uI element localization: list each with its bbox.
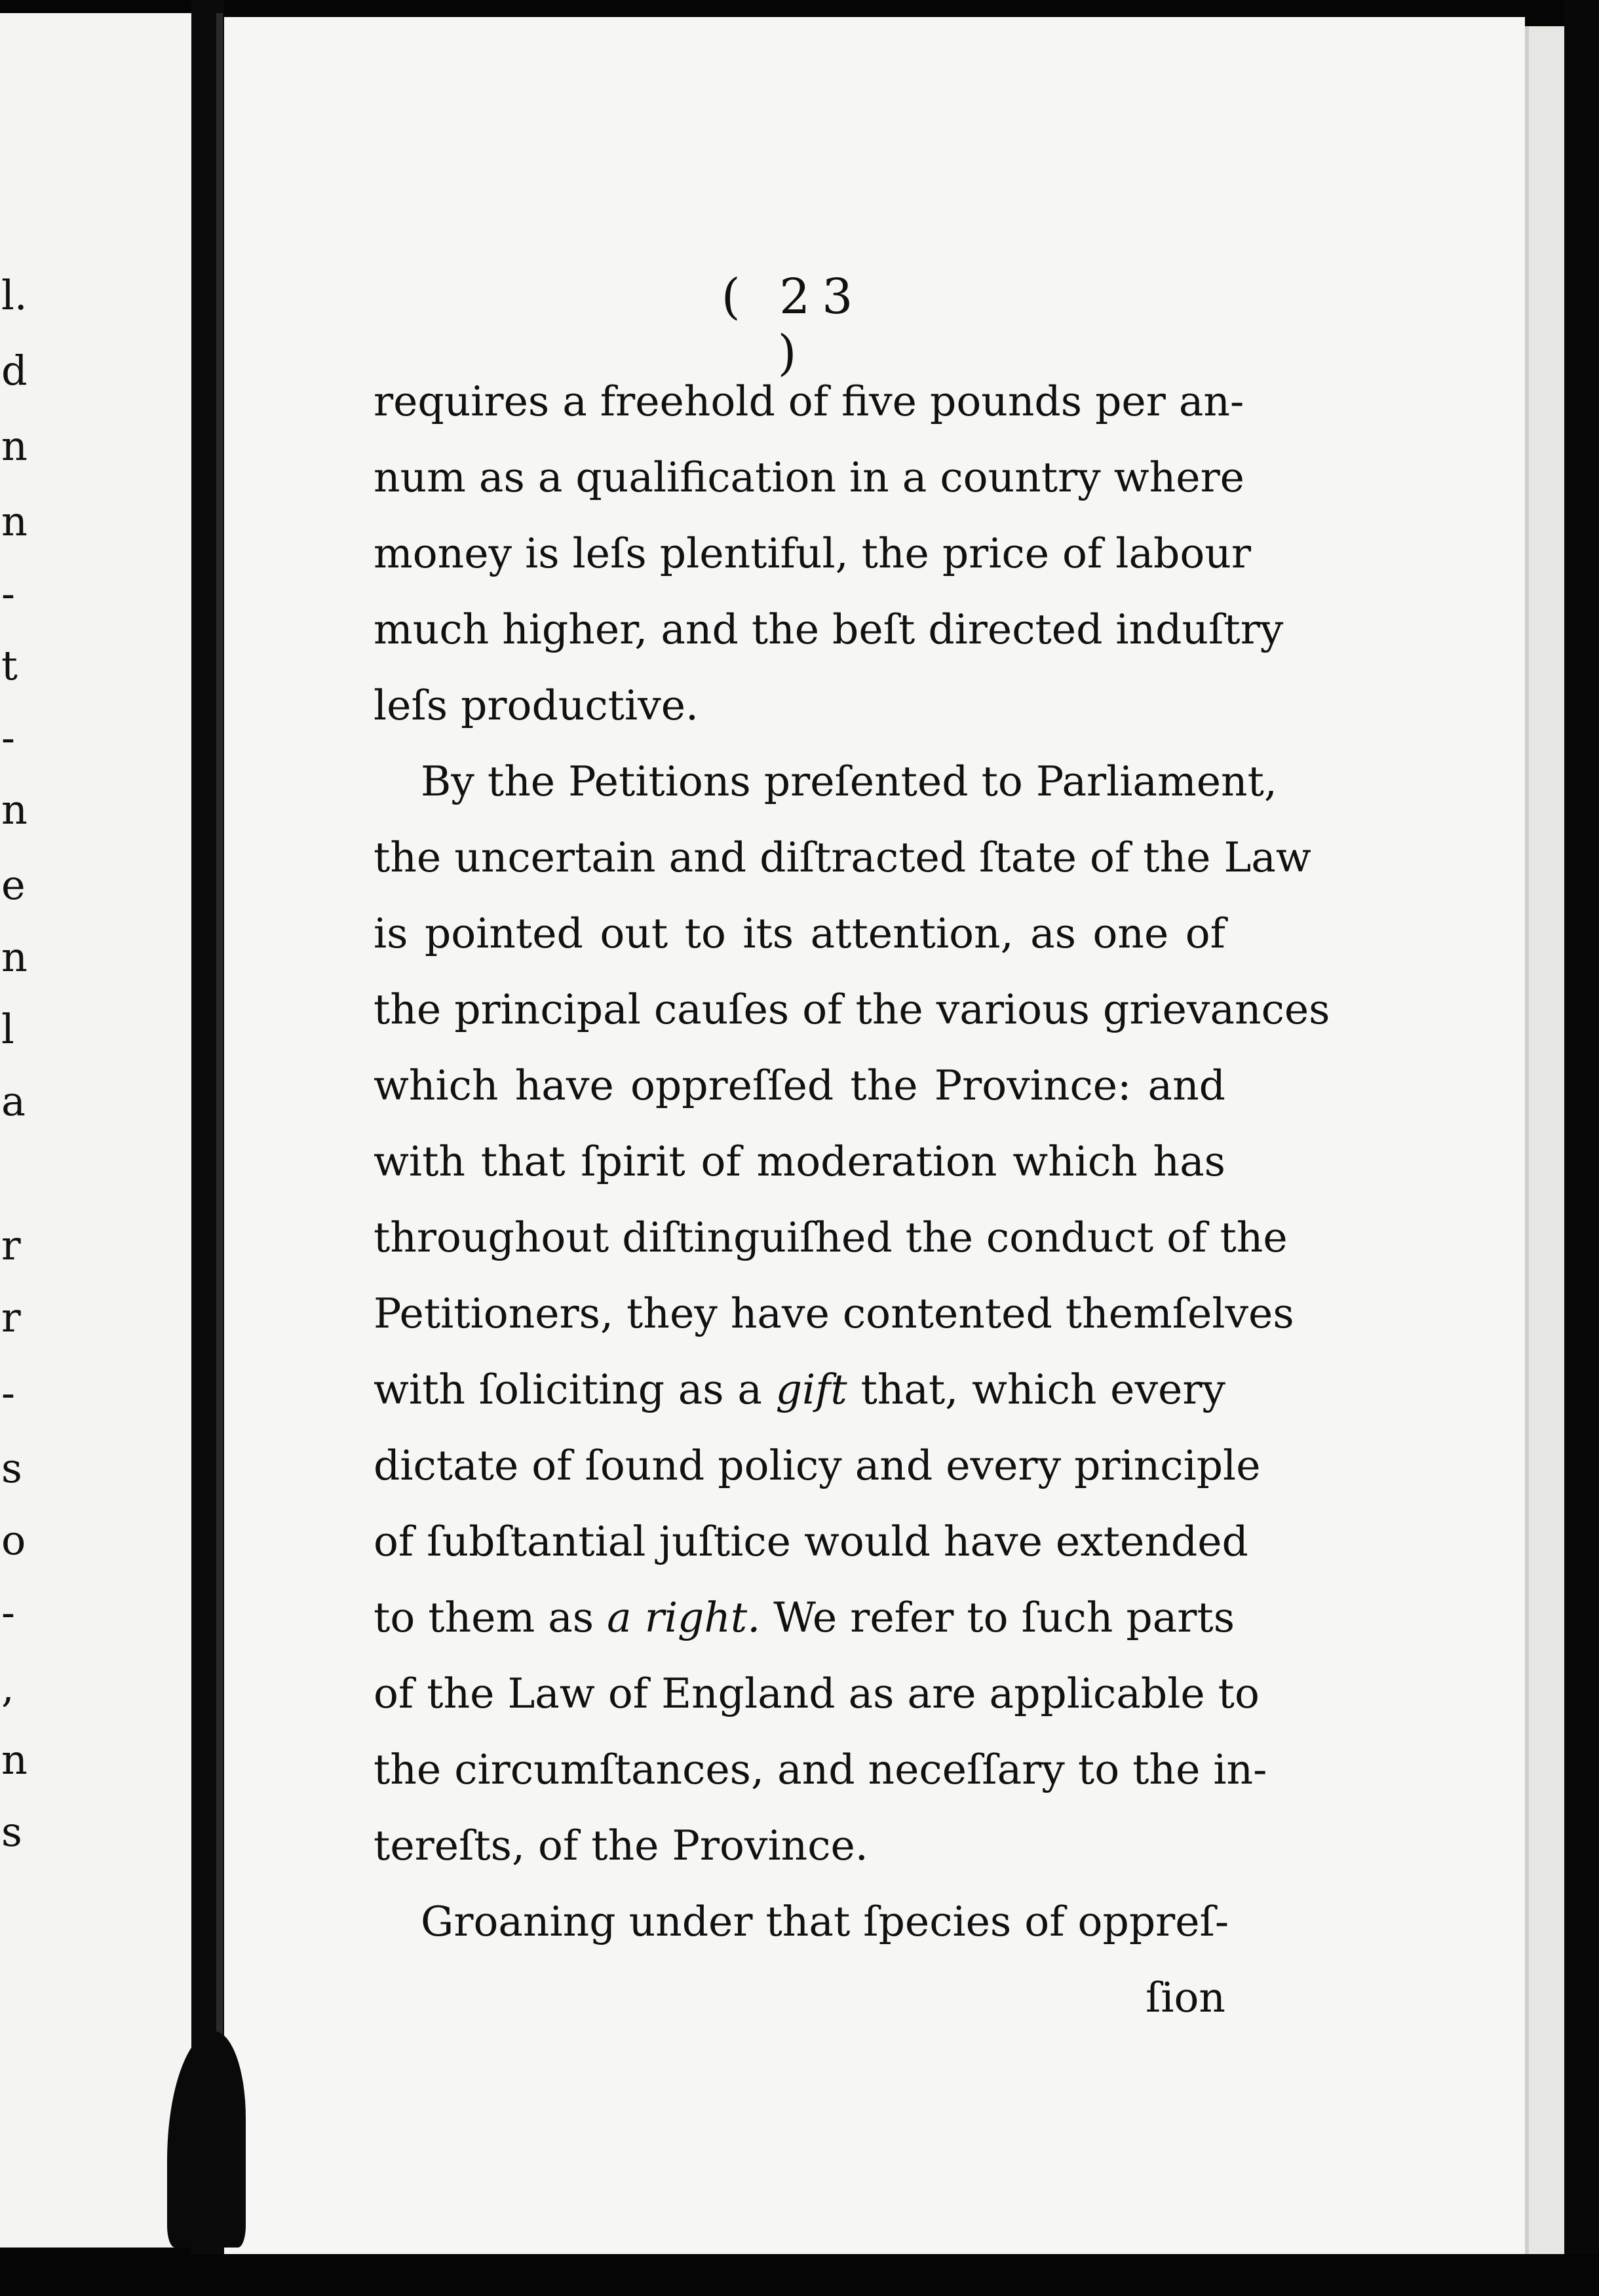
prev-page-fragment: - xyxy=(1,569,15,617)
text-segment: We refer to ſuch parts xyxy=(773,1594,1235,1641)
prev-page-fragment: n xyxy=(1,786,28,833)
text-line: throughout diſtinguiſhed the conduct of the xyxy=(374,1214,1288,1261)
text-line: is pointed out to its attention, as one of xyxy=(374,909,1225,957)
text-line: Petitioners, they have contented themſelves xyxy=(374,1290,1294,1337)
text-line: By the Petitions preſented to Parliament, xyxy=(421,757,1277,805)
text-line: num as a qualification in a country where xyxy=(374,453,1244,501)
text-line: much higher, and the beſt directed induſtry xyxy=(374,605,1284,653)
text-line: dictate of ſound policy and every principle xyxy=(374,1442,1261,1489)
text-segment: that, which every xyxy=(860,1366,1226,1413)
text-line: requires a freehold of five pounds per an- xyxy=(374,377,1244,425)
page-body-text xyxy=(374,364,1330,2036)
text-line: money is leſs plentiful, the price of labour xyxy=(374,529,1251,577)
previous-page-edge xyxy=(0,13,191,2248)
prev-page-fragment: t xyxy=(1,641,18,689)
prev-page-fragment: l xyxy=(1,1005,14,1053)
prev-page-fragment: a xyxy=(1,1077,26,1125)
text-line: leſs productive. xyxy=(374,681,699,729)
prev-page-fragment: , xyxy=(1,1664,14,1712)
gutter-shade xyxy=(216,13,223,2241)
prev-page-fragment: n xyxy=(1,497,28,545)
prev-page-fragment: - xyxy=(1,1369,15,1417)
catchword: ſion xyxy=(1146,1974,1225,2021)
text-line: of the Law of England as are applicable to xyxy=(374,1670,1260,1717)
prev-page-fragment: s xyxy=(1,1444,22,1492)
page-edge-strip xyxy=(1525,26,1568,2254)
text-line: which have oppreſſed the Province: and xyxy=(374,1062,1225,1109)
scan-bottom-border xyxy=(0,2254,1599,2296)
prev-page-fragment: n xyxy=(1,422,28,470)
text-line: the principal cauſes of the various grievances xyxy=(374,985,1330,1033)
prev-page-fragment: d xyxy=(1,347,28,394)
text-line: the circumſtances, and neceſſary to the in- xyxy=(374,1746,1267,1793)
prev-page-fragment: - xyxy=(1,1588,15,1636)
prev-page-fragment: - xyxy=(1,714,15,761)
text-line: with that ſpirit of moderation which has xyxy=(374,1138,1225,1185)
prev-page-fragment: e xyxy=(1,861,26,909)
text-segment: with ſoliciting as a xyxy=(374,1366,762,1413)
text-line: the uncertain and diſtracted ſtate of the Law xyxy=(374,833,1311,881)
prev-page-fragment: l. xyxy=(1,271,28,319)
prev-page-fragment: s xyxy=(1,1808,22,1856)
text-segment: to them as xyxy=(374,1594,594,1641)
prev-page-fragment: o xyxy=(1,1516,26,1564)
text-line: of ſubſtantial juſtice would have extended xyxy=(374,1518,1248,1565)
prev-page-fragment: r xyxy=(1,1293,21,1341)
page-number: ( 23 ) xyxy=(721,269,865,381)
text-line xyxy=(374,1352,1225,1428)
scan-right-border xyxy=(1564,0,1599,2296)
italic-phrase: a right. xyxy=(607,1594,761,1641)
prev-page-fragment: n xyxy=(1,933,28,981)
text-line: tereſts, of the Province. xyxy=(374,1822,868,1869)
italic-word: gift xyxy=(775,1366,847,1413)
text-line: Groaning under that ſpecies of oppreſ- xyxy=(421,1898,1229,1945)
prev-page-fragment: n xyxy=(1,1736,28,1784)
prev-page-fragment: r xyxy=(1,1221,21,1269)
text-line xyxy=(374,1580,1235,1656)
